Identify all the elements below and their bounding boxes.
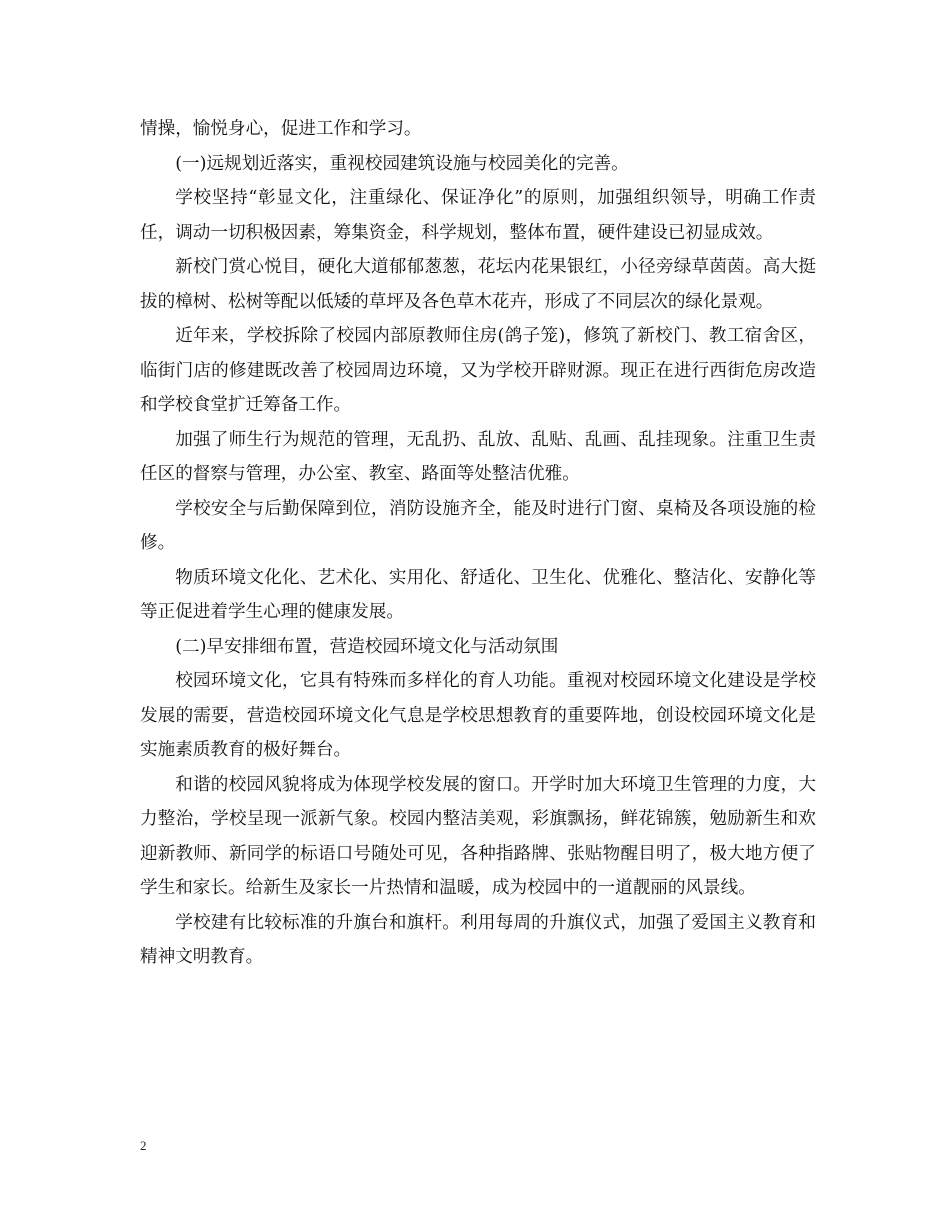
document-body	[140, 112, 816, 975]
paragraph: 和谐的校园风貌将成为体现学校发展的窗口。开学时加大环境卫生管理的力度，大力整治，学校呈现一派新气象。校园内整洁美观，彩旗飘扬，鲜花锦簇，勉励新生和欢迎新教师、新同学的标语口号随处可见，各种指路牌、张贴物醒目明了，极大地方便了学生和家长。给新生及家长一片热情和温暖，成为校园中的一道靓丽的风景线。	[140, 774, 816, 898]
paragraph: 近年来，学校拆除了校园内部原教师住房(鸽子笼)，修筑了新校门、教工宿舍区，临街门店的修建既改善了校园周边环境，又为学校开辟财源。现正在进行西街危房改造和学校食堂扩迁筹备工作。	[140, 326, 816, 415]
paragraph-continuation: 情操，愉悦身心，促进工作和学习。	[140, 119, 422, 139]
section-heading-1: (一)远规划近落实，重视校园建筑设施与校园美化的完善。	[175, 153, 629, 174]
section-heading-2: (二)早安排细布置，营造校园环境文化与活动氛围	[175, 636, 559, 657]
paragraph: 学校建有比较标准的升旗台和旗杆。利用每周的升旗仪式，加强了爱国主义教育和精神文明教育。	[140, 912, 816, 967]
paragraph: 校园环境文化，它具有特殊而多样化的育人功能。重视对校园环境文化建设是学校发展的需要，营造校园环境文化气息是学校思想教育的重要阵地，创设校园环境文化是实施素质教育的极好舞台。	[140, 671, 816, 760]
paragraph: 新校门赏心悦目，硬化大道郁郁葱葱，花坛内花果银红，小径旁绿草茵茵。高大挺拔的樟树、松树等配以低矮的草坪及各色草木花卉，形成了不同层次的绿化景观。	[140, 257, 816, 312]
paragraph: 物质环境文化化、艺术化、实用化、舒适化、卫生化、优雅化、整洁化、安静化等等正促进着学生心理的健康发展。	[140, 567, 816, 622]
page-number: 2	[140, 1138, 147, 1153]
paragraph: 学校安全与后勤保障到位，消防设施齐全，能及时进行门窗、桌椅及各项设施的检修。	[140, 498, 816, 553]
paragraph: 加强了师生行为规范的管理，无乱扔、乱放、乱贴、乱画、乱挂现象。注重卫生责任区的督察与管理，办公室、教室、路面等处整洁优雅。	[140, 429, 816, 484]
paragraph: 学校坚持“彰显文化，注重绿化、保证净化”的原则，加强组织领导，明确工作责任，调动一切积极因素，筹集资金，科学规划，整体布置，硬件建设已初显成效。	[140, 188, 816, 243]
